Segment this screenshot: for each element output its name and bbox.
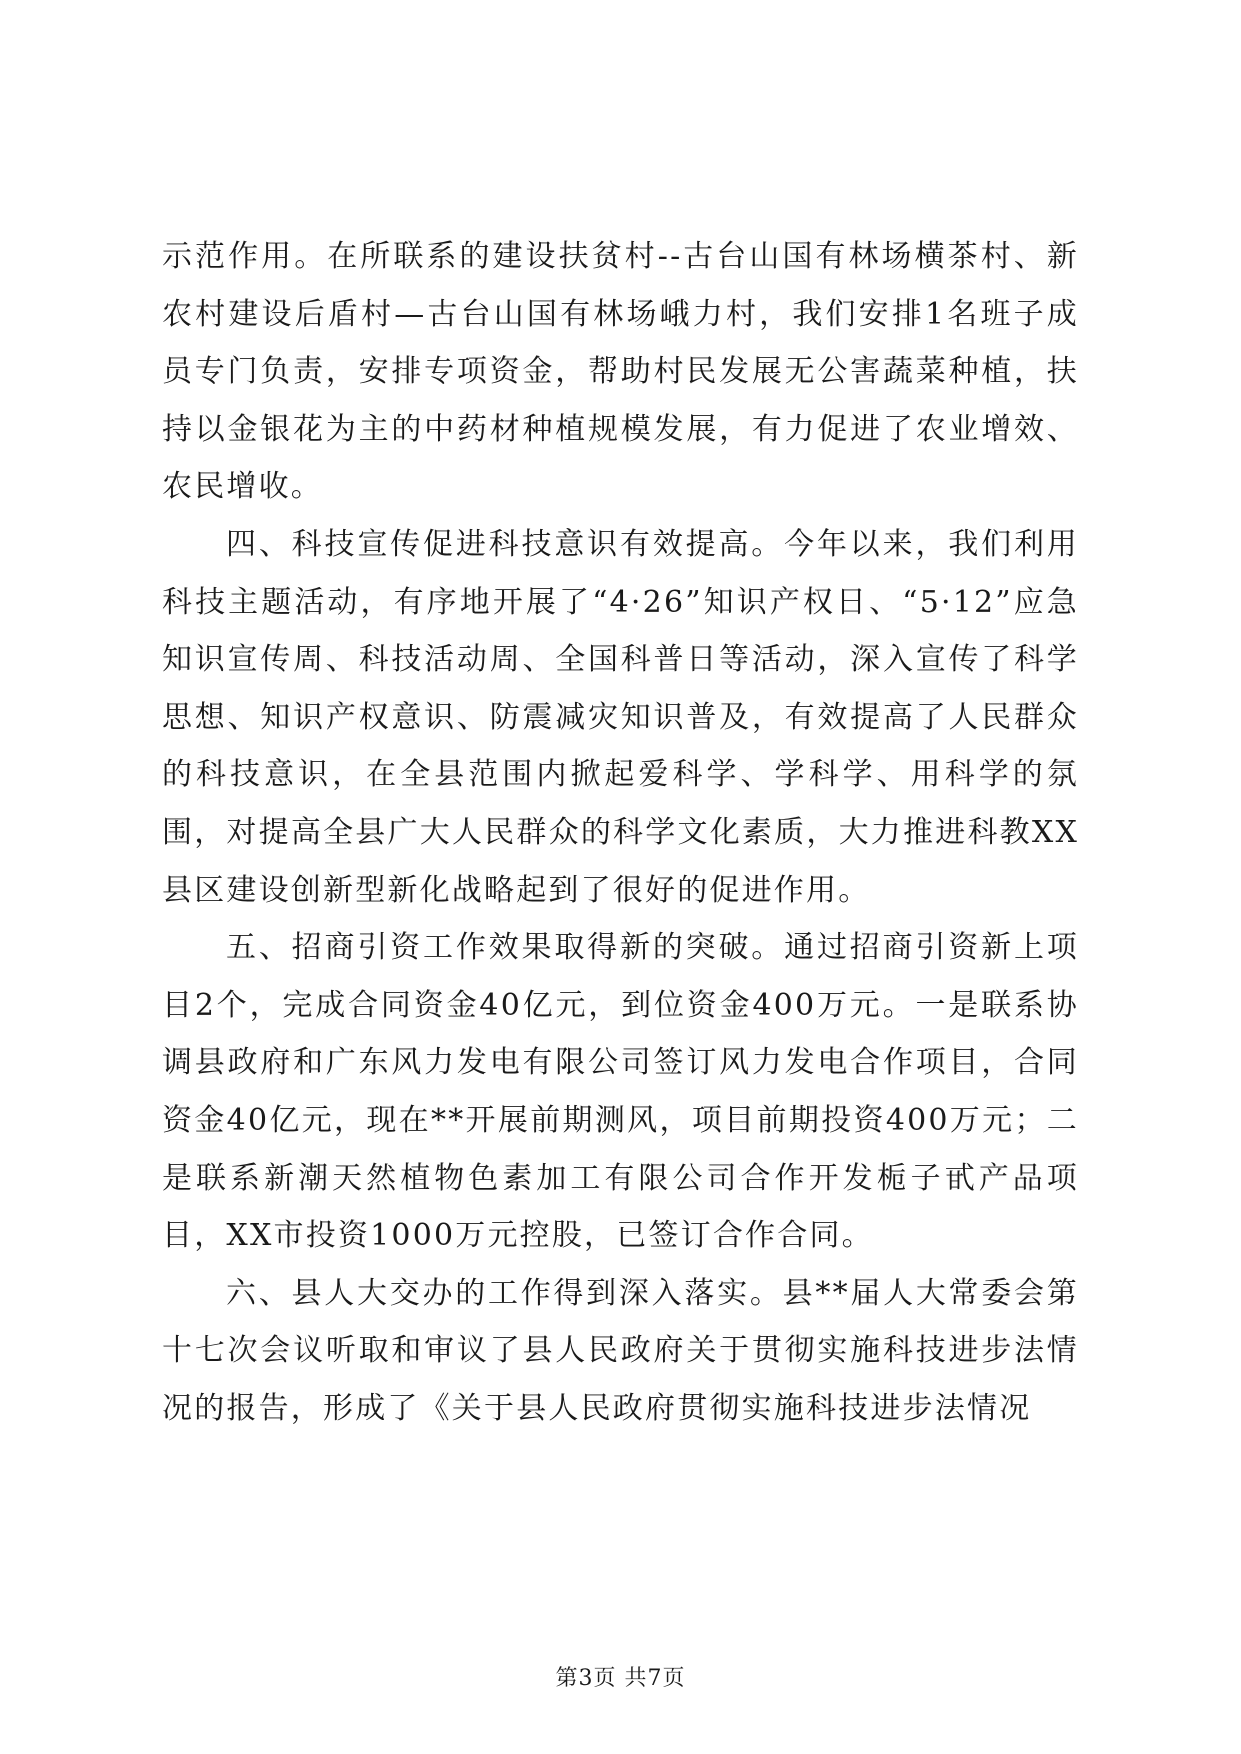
paragraph-continuation: 示范作用。在所联系的建设扶贫村--古台山国有林场横茶村、新农村建设后盾村—古台山国有林场峨力村，我们安排1名班子成员专门负责，安排专项资金，帮助村民发展无公害蔬菜种植，扶持以金银花为主的中药材种植规模发展，有力促进了农业增效、农民增收。 [162, 239, 1079, 505]
paragraph-section-6: 六、县人大交办的工作得到深入落实。县**届人大常委会第十七次会议听取和审议了县人民政府关于贯彻实施科技进步法情况的报告，形成了《关于县人民政府贯彻实施科技进步法情况 [162, 1275, 1079, 1426]
document-body [162, 228, 1079, 1437]
paragraph-section-5: 五、招商引资工作效果取得新的突破。通过招商引资新上项目2个，完成合同资金40亿元，到位资金400万元。一是联系协调县政府和广东风力发电有限公司签订风力发电合作项目，合同资金40亿元，现在**开展前期测风，项目前期投资400万元；二是联系新潮天然植物色素加工有限公司合作开发栀子甙产品项目，XX市投资1000万元控股，已签订合作合同。 [162, 930, 1079, 1254]
page-number-footer: 第3页 共7页 [555, 1666, 686, 1691]
paragraph-section-4: 四、科技宣传促进科技意识有效提高。今年以来，我们利用科技主题活动，有序地开展了“4·26”知识产权日、“5·12”应急知识宣传周、科技活动周、全国科普日等活动，深入宣传了科学思想、知识产权意识、防震减灾知识普及，有效提高了人民群众的科技意识，在全县范围内掀起爱科学、学科学、用科学的氛围，对提高全县广大人民群众的科学文化素质，大力推进科教XX县区建设创新型新化战略起到了很好的促进作用。 [162, 526, 1079, 908]
